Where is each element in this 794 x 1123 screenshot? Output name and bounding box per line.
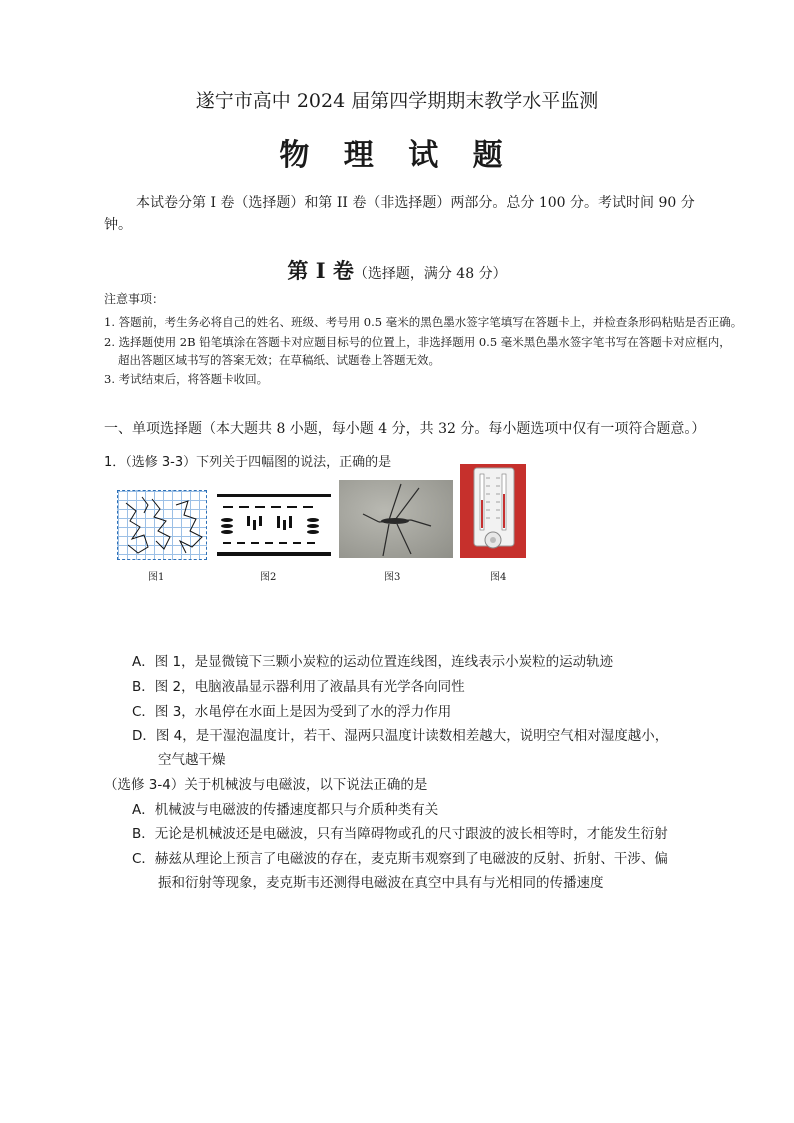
figure-1-brownian-grid <box>117 490 207 560</box>
notice-item-3: 3. 考试结束后，将答题卡收回。 <box>104 372 269 386</box>
intro-line-1: 本试卷分第 I 卷（选择题）和第 II 卷（非选择题）两部分。总分 100 分。考试时间 90 分 <box>136 195 695 211</box>
q2-option-a: A．机械波与电磁波的传播速度都只与介质种类有关 <box>132 802 439 818</box>
figure-2-caption: 图2 <box>260 572 277 583</box>
q1-option-b: B．图 2，电脑液晶显示器利用了液晶具有光学各向同性 <box>132 679 465 695</box>
q1-option-a: A．图 1，是显微镜下三颗小炭粒的运动位置连线图，连线表示小炭粒的运动轨迹 <box>132 654 614 670</box>
brownian-paths <box>118 491 206 559</box>
q1-stem: 1．（选修 3-3）下列关于四幅图的说法，正确的是 <box>104 455 392 470</box>
intro-line-2: 钟。 <box>104 217 132 233</box>
section1-heading: 一、单项选择题（本大题共 8 小题，每小题 4 分，共 32 分。每小题选项中仅有一项符合题意。） <box>104 421 706 437</box>
figure-3-water-strider <box>339 480 453 558</box>
q1-option-d: D．图 4，是干湿泡温度计，若干、湿两只温度计读数相差越大，说明空气相对湿度越小， <box>132 728 669 744</box>
figure-4-caption: 图4 <box>490 572 507 583</box>
part1-title: 第 Ⅰ 卷 <box>287 258 354 283</box>
subject-title: 物 理 试 题 <box>279 138 515 173</box>
q2-option-c-cont: 振和衍射等现象，麦克斯韦还测得电磁波在真空中具有与光相同的传播速度 <box>158 875 604 891</box>
figure-4-hygrometer <box>460 464 526 558</box>
notice-item-1: 1. 答题前，考生务必将自己的姓名、班级、考号用 0.5 毫米的黑色墨水签字笔填写在答题卡上，并检查条形码粘贴是否正确。 <box>104 315 743 329</box>
figure-2-liquid-crystal <box>217 490 331 560</box>
q2-option-b: B．无论是机械波还是电磁波，只有当障碍物或孔的尺寸跟波的波长相等时，才能发生衍射 <box>132 826 668 842</box>
notice-item-2: 2. 选择题使用 2B 铅笔填涂在答题卡对应题目标号的位置上，非选择题用 0.5 毫米黑色墨水签字笔书写在答题卡对应框内， <box>104 335 731 349</box>
q2-stem: （选修 3-4）关于机械波与电磁波，以下说法正确的是 <box>104 777 428 793</box>
school-line: 遂宁市高中 2024 届第四学期期末教学水平监测 <box>195 90 599 112</box>
notice-item-2-cont: 超出答题区域书写的答案无效；在草稿纸、试题卷上答题无效。 <box>118 353 440 367</box>
liquid-crystal-drawing <box>217 490 331 560</box>
part1-subtitle: （选择题，满分 48 分） <box>353 266 507 282</box>
notice-heading: 注意事项： <box>104 292 165 306</box>
q1-option-d-cont: 空气越干燥 <box>158 752 226 768</box>
q2-option-c: C．赫兹从理论上预言了电磁波的存在，麦克斯韦观察到了电磁波的反射、折射、干涉、偏 <box>132 851 668 867</box>
q1-option-c: C．图 3，水黾停在水面上是因为受到了水的浮力作用 <box>132 704 452 720</box>
water-strider-drawing <box>339 480 453 558</box>
figure-3-caption: 图3 <box>384 572 401 583</box>
hygrometer-drawing <box>460 464 526 558</box>
part1-heading <box>0 255 794 285</box>
figure-1-caption: 图1 <box>148 572 165 583</box>
